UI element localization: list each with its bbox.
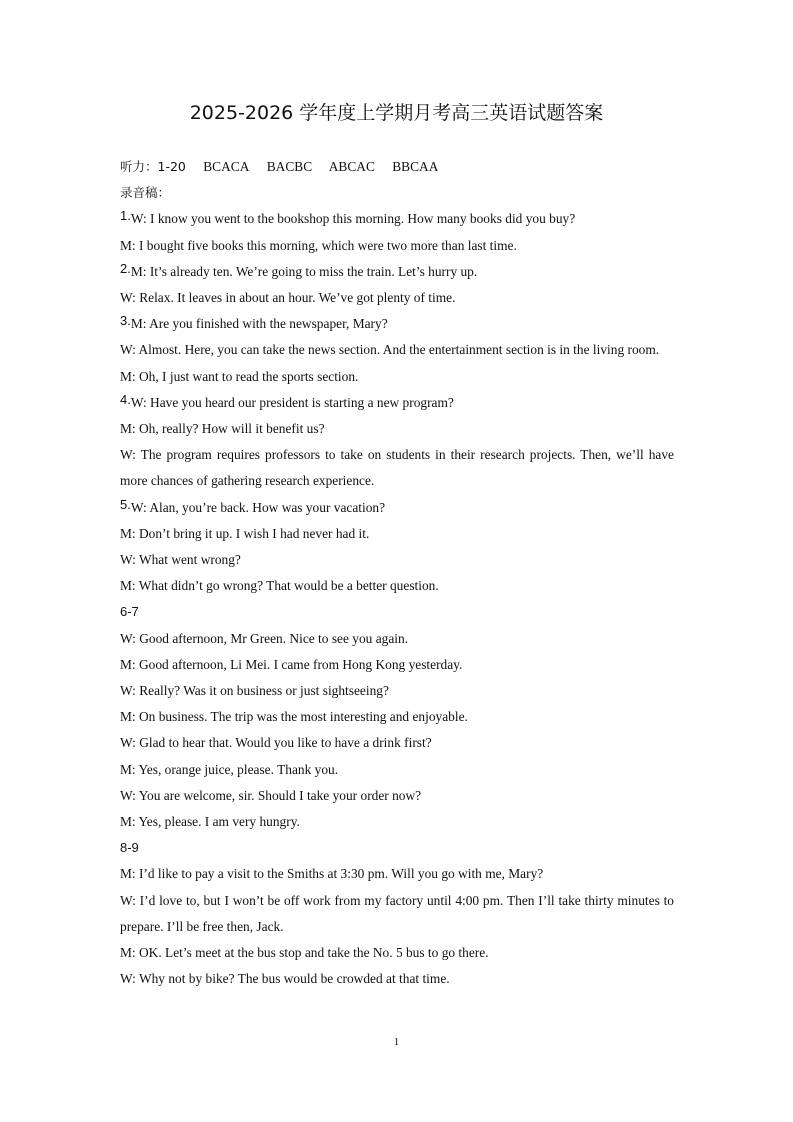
dialogue-line: 3.M: Are you finished with the newspaper, Mary? <box>120 313 388 332</box>
dialogue-line: M: Yes, please. I am very hungry. <box>120 814 300 830</box>
dialogue-line: W: Relax. It leaves in about an hour. We’ve got plenty of time. <box>120 290 456 306</box>
dialogue-line: W: Good afternoon, Mr Green. Nice to see you again. <box>120 630 409 646</box>
section-heading: 8-9 <box>120 840 139 856</box>
dialogue-line: M: Oh, I just want to read the sports section. <box>120 368 359 384</box>
dialogue-line: W: Almost. Here, you can take the news section. And the entertainment section is in the living room. <box>120 342 660 358</box>
dialogue-line: 2.M: It’s already ten. We’re going to miss the train. Let’s hurry up. <box>120 260 478 279</box>
dialogue-line: 1.W: I know you went to the bookshop this morning. How many books did you buy? <box>120 208 576 227</box>
dialogue-line: M: Yes, orange juice, please. Thank you. <box>120 761 339 777</box>
page-title: 2025-2026 学年度上学期月考高三英语试题答案 <box>189 102 604 124</box>
answer-group: BBCAA <box>392 159 439 174</box>
dialogue-line: W: You are welcome, sir. Should I take your order now? <box>120 787 422 803</box>
transcript-label: 录音稿： <box>120 185 171 201</box>
dialogue-number: 4. <box>120 391 131 407</box>
dialogue-line: W: I’d love to, but I won’t be off work from my factory until 4:00 pm. Then I’ll take thirty minutes to prepare. I’ll be free then, Jack. <box>120 892 674 934</box>
dialogue-line: W: What went wrong? <box>120 552 241 568</box>
dialogue-line: W: Glad to hear that. Would you like to have a drink first? <box>120 735 432 751</box>
dialogue-line: M: On business. The trip was the most interesting and enjoyable. <box>120 709 468 725</box>
dialogue-line: M: What didn’t go wrong? That would be a better question. <box>120 578 439 594</box>
dialogue-number: 2. <box>120 260 131 276</box>
listening-label: 听力：1-20 <box>120 159 186 174</box>
dialogue-line: W: Really? Was it on business or just sightseeing? <box>120 683 389 699</box>
dialogue-line: M: Oh, really? How will it benefit us? <box>120 421 325 437</box>
section-heading: 6-7 <box>120 604 139 620</box>
dialogue-number: 3. <box>120 313 131 329</box>
dialogue-line: M: Don’t bring it up. I wish I had never had it. <box>120 525 370 541</box>
dialogue-line: M: I bought five books this morning, which were two more than last time. <box>120 237 517 253</box>
dialogue-line: W: Why not by bike? The bus would be crowded at that time. <box>120 971 450 987</box>
answer-group: BCACA <box>203 159 250 174</box>
dialogue-line: 4.W: Have you heard our president is starting a new program? <box>120 391 454 410</box>
dialogue-number: 5. <box>120 496 131 512</box>
page-number: 1 <box>393 1036 400 1048</box>
answer-group: BACBC <box>266 159 313 174</box>
dialogue-line: W: The program requires professors to take on students in their research projects. Then, we’ll have more chances of gathering research experience. <box>120 447 674 489</box>
dialogue-line: 5.W: Alan, you’re back. How was your vacation? <box>120 496 386 515</box>
answer-group: ABCAC <box>328 159 375 174</box>
document-body <box>120 154 674 993</box>
listening-answers <box>120 154 674 180</box>
dialogue-line: M: OK. Let’s meet at the bus stop and take the No. 5 bus to go there. <box>120 945 489 961</box>
dialogue-line: M: I’d like to pay a visit to the Smiths at 3:30 pm. Will you go with me, Mary? <box>120 866 544 882</box>
dialogue-line: M: Good afternoon, Li Mei. I came from Hong Kong yesterday. <box>120 656 463 672</box>
dialogue-number: 1. <box>120 208 131 224</box>
